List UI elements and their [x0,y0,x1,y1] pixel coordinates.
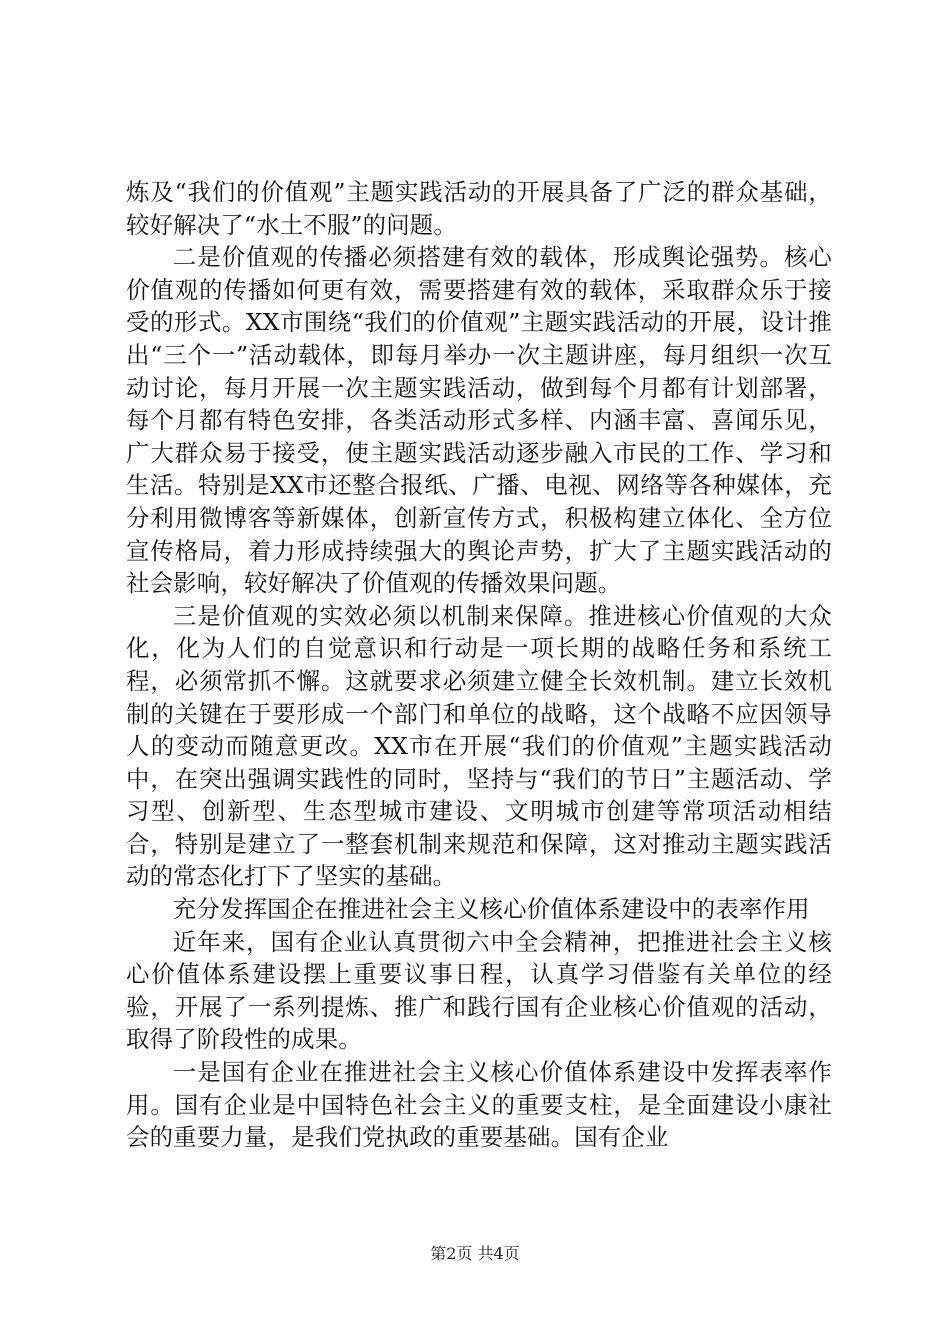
paragraph-continuation: 炼及“我们的价值观”主题实践活动的开展具备了广泛的群众基础，较好解决了“水土不服”的问题。 [126,178,832,239]
section-heading: 充分发挥国企在推进社会主义核心价值体系建设中的表率作用 [172,895,810,924]
paragraph-second-point: 二是价值观的传播必须搭建有效的载体，形成舆论强势。核心价值观的传播如何更有效，需要搭建有效的载体，采取群众乐于接受的形式。XX市围绕“我们的价值观”主题实践活动的开展，设计推出“三个一”活动载体，即每月举办一次主题讲座，每月组织一次互动讨论，每月开展一次主题实践活动，做到每个月都有计划部署，每个月都有特色安排，各类活动形式多样、内涵丰富、喜闻乐见，广大群众易于接受，使主题实践活动逐步融入市民的工作、学习和生活。特别是XX市还整合报纸、广播、电视、网络等各种媒体，充分利用微博客等新媒体，创新宣传方式，积极构建立体化、全方位宣传格局，着力形成持续强大的舆论声势，扩大了主题实践活动的社会影响，较好解决了价值观的传播效果问题。 [126,243,832,598]
page-footer: 第2页 共4页 [430,1244,520,1263]
paragraph-third-point: 三是价值观的实效必须以机制来保障。推进核心价值观的大众化，化为人们的自觉意识和行动是一项长期的战略任务和系统工程，必须常抓不懈。这就要求必须建立健全长效机制。建立长效机制的关键在于要形成一个部门和单位的战略，这个战略不应因领导人的变动而随意更改。XX市在开展“我们的价值观”主题实践活动中，在突出强调实践性的同时，坚持与“我们的节日”主题活动、学习型、创新型、生态型城市建设、文明城市创建等常项活动相结合，特别是建立了一整套机制来规范和保障，这对推动主题实践活动的常态化打下了坚实的基础。 [126,601,832,891]
paragraph-intro: 近年来，国有企业认真贯彻六中全会精神，把推进社会主义核心价值体系建设摆上重要议事日程，认真学习借鉴有关单位的经验，开展了一系列提炼、推广和践行国有企业核心价值观的活动，取得了阶段性的成果。 [126,927,832,1054]
document-body [126,176,832,1154]
paragraph-first-point: 一是国有企业在推进社会主义核心价值体系建设中发挥表率作用。国有企业是中国特色社会主义的重要支柱，是全面建设小康社会的重要力量，是我们党执政的重要基础。国有企业 [126,1058,832,1152]
